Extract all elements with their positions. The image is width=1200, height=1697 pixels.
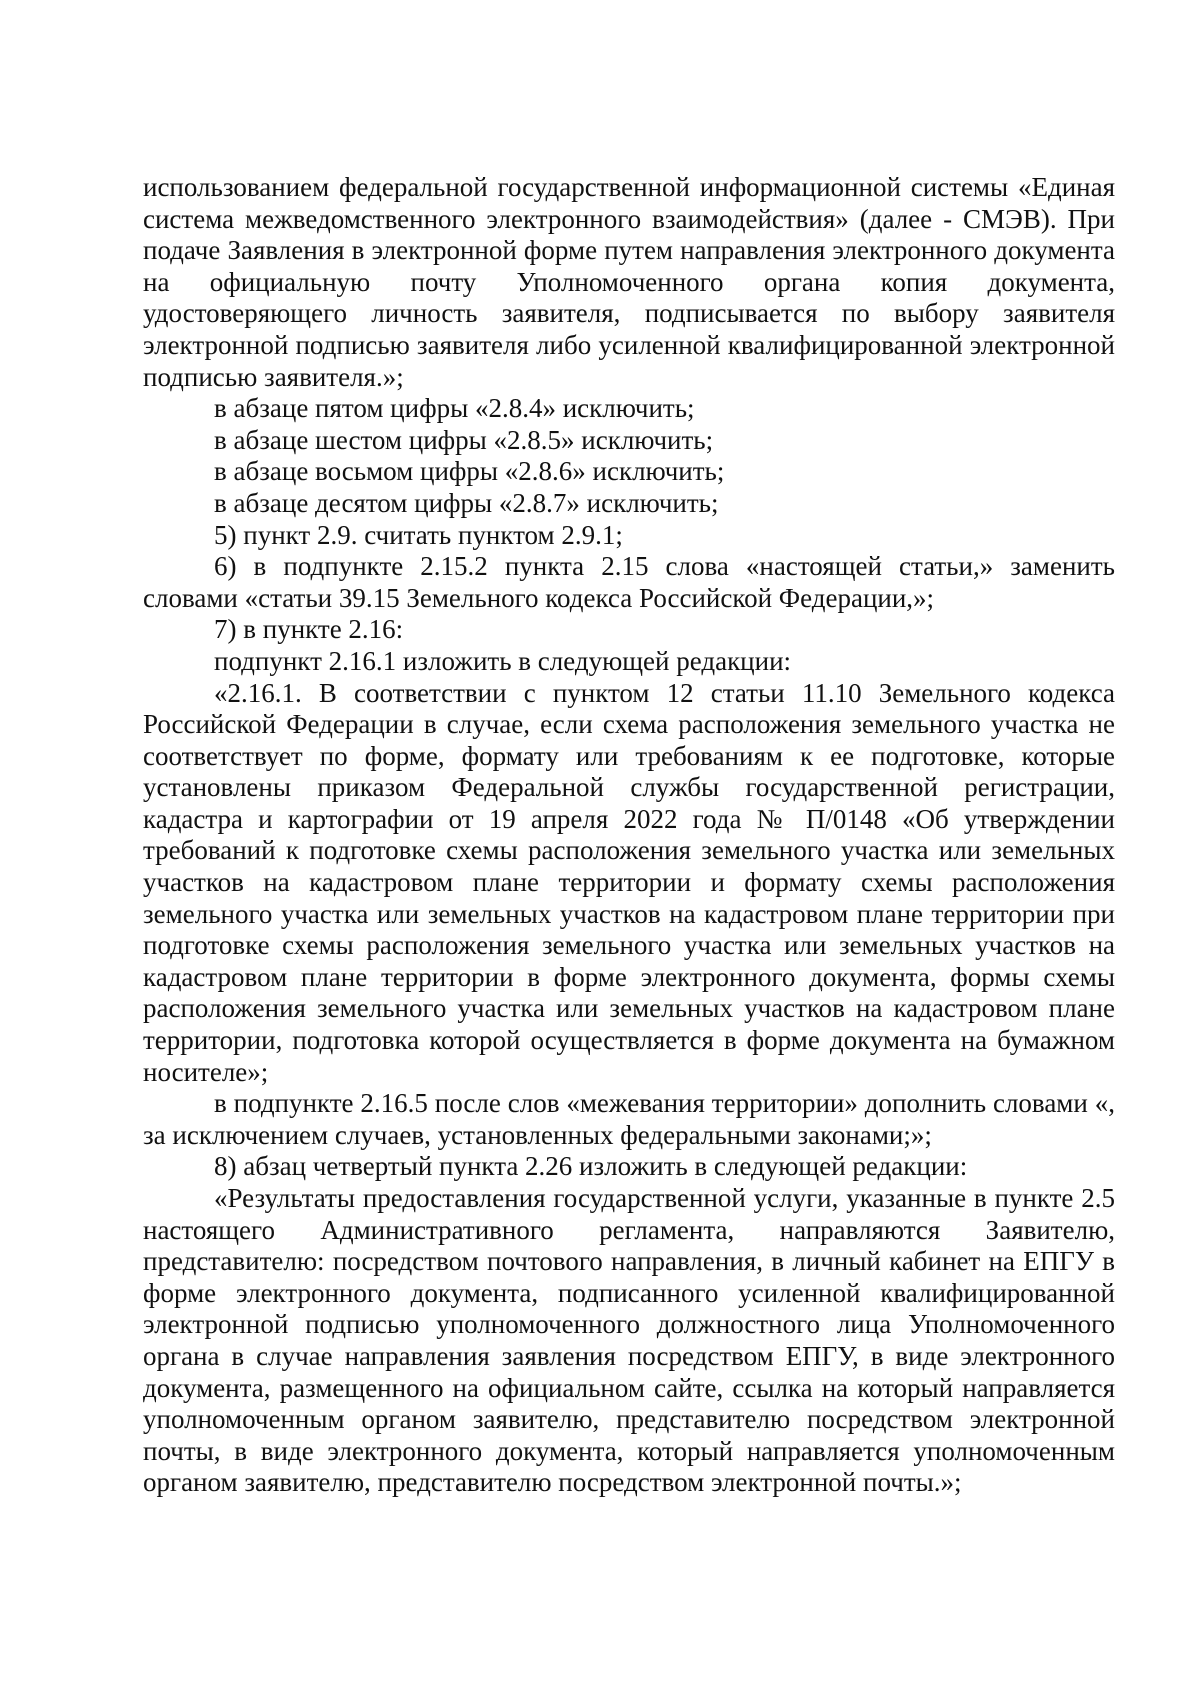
paragraph-item-7: 7) в пункте 2.16:	[214, 614, 404, 645]
paragraph-amendment-2-8-6: в абзаце восьмом цифры «2.8.6» исключить;	[214, 456, 725, 487]
paragraph-item-5: 5) пункт 2.9. считать пунктом 2.9.1;	[214, 519, 623, 550]
paragraph-amendment-2-8-4: в абзаце пятом цифры «2.8.4» исключить;	[214, 393, 695, 424]
paragraph-subitem-2-16-1-intro: подпункт 2.16.1 изложить в следующей редакции:	[214, 645, 792, 676]
paragraph-item-6: 6) в подпункте 2.15.2 пункта 2.15 слова «настоящей статьи,» заменить словами «статьи 39.15 Земельного кодекса Российской Федерации,»;	[143, 551, 1115, 613]
paragraph-item-8-text: «Результаты предоставления государственной услуги, указанные в пункте 2.5 настоящего Административного регламента, направляются Заявителю, представителю: посредством почтового направления, в личный кабинет на ЕПГУ в форме электронного документа, подписанного усиленной квалифицированной электронной подписью уполномоченного должностного лица Уполномоченного органа в случае направления заявления посредством ЕПГУ, в виде электронного документа, размещенного на официальном сайте, ссылка на который направляется уполномоченным органом заявителю, представителю посредством электронной почты, в виде электронного документа, который направляется уполномоченным органом заявителю, представителю посредством электронной почты.»;	[143, 1183, 1115, 1498]
paragraph-continuation: использованием федеральной государственной информационной системы «Единая система межведомственного электронного взаимодействия» (далее - СМЭВ). При подаче Заявления в электронной форме путем направления электронного документа на официальную почту Уполномоченного органа копия документа, удостоверяющего личность заявителя, подписывается по выбору заявителя электронной подписью заявителя либо усиленной квалифицированной электронной подписью заявителя.»;	[143, 172, 1115, 392]
paragraph-subitem-2-16-5: в подпункте 2.16.5 после слов «межевания территории» дополнить словами «, за исключением случаев, установленных федеральными законами;»;	[143, 1088, 1115, 1150]
paragraph-subitem-2-16-1-text: «2.16.1. В соответствии с пунктом 12 статьи 11.10 Земельного кодекса Российской Федерации в случае, если схема расположения земельного участка не соответствует по форме, формату или требованиям к ее подготовке, которые установлены приказом Федеральной службы государственной регистрации, кадастра и картографии от 19 апреля 2022 года № П/0148 «Об утверждении требований к подготовке схемы расположения земельного участка или земельных участков на кадастровом плане территории и формату схемы расположения земельного участка или земельных участков на кадастровом плане территории при подготовке схемы расположения земельного участка или земельных участков на кадастровом плане территории в форме электронного документа, формы схемы расположения земельного участка или земельных участков на кадастровом плане территории, подготовка которой осуществляется в форме документа на бумажном носителе»;	[143, 677, 1115, 1087]
document-page	[143, 172, 1115, 1499]
paragraph-amendment-2-8-7: в абзаце десятом цифры «2.8.7» исключить;	[214, 487, 719, 518]
paragraph-item-8: 8) абзац четвертый пункта 2.26 изложить в следующей редакции:	[214, 1151, 968, 1182]
paragraph-amendment-2-8-5: в абзаце шестом цифры «2.8.5» исключить;	[214, 424, 714, 455]
